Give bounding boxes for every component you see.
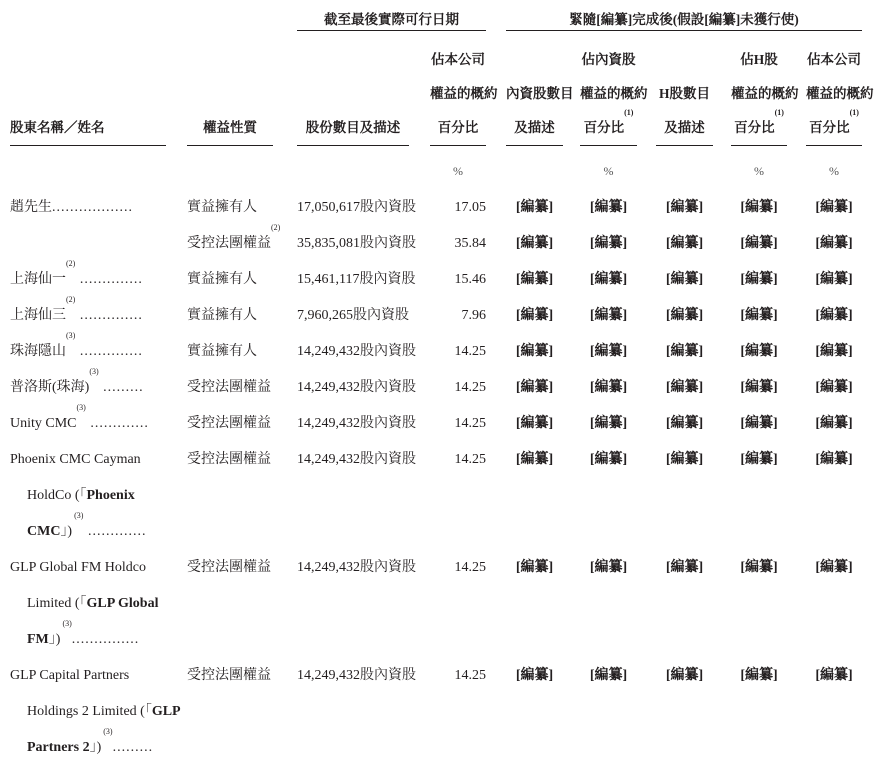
footnote-ref: (1)	[624, 108, 634, 117]
name-text: Unity CMC	[10, 416, 77, 431]
redacted-r1: [編纂]	[515, 344, 554, 359]
name-line	[10, 295, 166, 334]
number-of-shares: 14,249,432股內資股	[297, 380, 416, 395]
column-header-name	[10, 48, 166, 146]
shareholder-name	[10, 190, 166, 226]
redacted-r5: [編纂]	[815, 308, 853, 323]
nature-of-interest: 受控法團權益	[187, 560, 271, 575]
redacted-r3: [編纂]	[665, 452, 704, 467]
redacted-r5: [編纂]	[815, 452, 853, 467]
redacted-r4: [編纂]	[740, 668, 778, 683]
leader-dots: ...............	[71, 632, 140, 647]
redacted-r5: [編纂]	[815, 272, 853, 287]
redacted-r4: [編纂]	[740, 416, 778, 431]
redacted-r2: [編纂]	[589, 416, 628, 431]
column-header-line: 佔H股	[740, 52, 778, 67]
name-text: 上海仙一	[10, 272, 66, 287]
name-line	[10, 658, 166, 694]
name-line	[10, 511, 166, 550]
redacted-r5: [編纂]	[815, 416, 853, 431]
percentage-current: 15.46	[454, 272, 486, 287]
percentage-current: 17.05	[454, 200, 486, 215]
redacted-r2: [編纂]	[589, 560, 628, 575]
redacted-r1: [編纂]	[515, 272, 554, 287]
defined-term: Partners 2	[27, 740, 90, 755]
group-header-current: 截至最後實際可行日期	[297, 8, 486, 31]
redacted-r3: [編纂]	[665, 200, 704, 215]
name-line	[10, 226, 166, 262]
redacted-r3: [編纂]	[665, 236, 704, 251]
number-of-shares: 35,835,081股內資股	[297, 236, 416, 251]
column-header-line: 百分比$^{(1)}$	[734, 108, 784, 135]
column-header-r3	[656, 48, 713, 146]
nature-of-interest: 受控法團權益	[187, 668, 271, 683]
redacted-r1: [編纂]	[515, 380, 554, 395]
name-line	[10, 727, 166, 766]
number-of-shares: 15,461,117股內資股	[297, 272, 416, 287]
redacted-r5: [編纂]	[815, 236, 853, 251]
name-line	[10, 190, 166, 226]
footnote-ref: (3)	[101, 727, 113, 736]
leader-dots: .............	[85, 416, 149, 431]
shareholder-name	[10, 442, 166, 550]
shareholder-name	[10, 658, 181, 766]
footnote-ref: (1)	[774, 108, 784, 117]
percentage-current: 14.25	[454, 344, 486, 359]
redacted-r4: [編纂]	[740, 236, 778, 251]
shareholder-name	[10, 550, 166, 658]
redacted-r5: [編纂]	[815, 344, 853, 359]
column-header-r5	[806, 48, 874, 146]
footnote-ref: (1)	[849, 108, 859, 117]
redacted-r1: [編纂]	[515, 560, 554, 575]
name-text: GLP Capital Partners	[10, 668, 130, 683]
redacted-r4: [編纂]	[740, 452, 778, 467]
redacted-r4: [編纂]	[740, 344, 778, 359]
redacted-r2: [編纂]	[589, 344, 628, 359]
column-header-r1	[506, 48, 574, 146]
name-text: 珠海隱山	[10, 344, 66, 359]
defined-term: GLP Global	[86, 596, 159, 611]
footnote-ref: (3)	[89, 367, 99, 376]
redacted-r1: [編纂]	[515, 236, 554, 251]
redacted-r3: [編纂]	[665, 668, 704, 683]
column-header-nature	[187, 48, 273, 146]
footnote-ref: (3)	[66, 331, 76, 340]
column-header-line: 權益的概約	[580, 86, 648, 101]
footnote-ref: (2)	[271, 223, 281, 232]
percent-unit: %	[754, 164, 764, 178]
redacted-r2: [編纂]	[589, 308, 628, 323]
percent-unit: %	[829, 164, 839, 178]
nature-of-interest: 受控法團權益	[187, 452, 271, 467]
redacted-r2: [編纂]	[589, 272, 628, 287]
column-header-line: 佔本公司	[807, 52, 861, 67]
name-line	[10, 367, 166, 406]
name-text: GLP Global FM Holdco	[10, 560, 146, 575]
redacted-r1: [編纂]	[515, 200, 554, 215]
shareholder-name	[10, 226, 166, 262]
leader-dots: ..............	[75, 344, 143, 359]
redacted-r3: [編纂]	[665, 272, 704, 287]
footnote-ref: (3)	[76, 403, 86, 412]
leader-dots: ..............	[75, 272, 143, 287]
name-text: 」)	[48, 632, 61, 647]
redacted-r4: [編纂]	[740, 200, 778, 215]
column-header-line: 內資股數目	[506, 86, 574, 101]
name-text: HoldCo (「	[27, 488, 87, 503]
redacted-r1: [編纂]	[515, 308, 554, 323]
redacted-r2: [編纂]	[589, 380, 628, 395]
name-line	[10, 259, 166, 298]
footnote-ref: (3)	[72, 511, 84, 520]
name-text: 上海仙三	[10, 308, 66, 323]
nature-of-interest: 實益擁有人	[187, 200, 257, 215]
defined-term: CMC	[27, 524, 61, 539]
name-line	[10, 478, 166, 514]
name-line	[10, 619, 166, 658]
footnote-ref: (2)	[66, 259, 76, 268]
number-of-shares: 7,960,265股內資股	[297, 308, 409, 323]
column-header-line: 權益的概約	[806, 86, 874, 101]
leader-dots: .........	[98, 380, 144, 395]
nature-of-interest: 實益擁有人	[187, 308, 257, 323]
name-line	[10, 403, 166, 442]
percentage-current: 14.25	[454, 416, 486, 431]
column-header-line: 百分比$^{(1)}$	[809, 108, 859, 135]
column-header-line: 百分比	[437, 120, 479, 135]
number-of-shares: 17,050,617股內資股	[297, 200, 416, 215]
column-header-line: 及描述	[664, 120, 705, 135]
shareholder-name	[10, 259, 166, 298]
redacted-r3: [編纂]	[665, 416, 704, 431]
redacted-r4: [編纂]	[740, 380, 778, 395]
shareholder-name	[10, 295, 166, 334]
nature-of-interest: 受控法團權益	[187, 416, 271, 431]
column-header-line: 權益性質	[203, 120, 257, 135]
redacted-r2: [編纂]	[589, 668, 628, 683]
leader-dots: ..................	[52, 200, 133, 215]
nature-of-interest: 實益擁有人	[187, 272, 257, 287]
percentage-current: 14.25	[454, 668, 486, 683]
nature-of-interest: 受控法團權益	[187, 380, 271, 395]
percentage-current: 14.25	[454, 560, 486, 575]
defined-term: Phoenix	[86, 488, 135, 503]
redacted-r4: [編纂]	[740, 272, 778, 287]
name-line	[10, 442, 166, 478]
column-header-line: 佔內資股	[581, 52, 636, 67]
column-header-line: 股東名稱／姓名	[10, 120, 105, 135]
column-header-line: 佔本公司	[431, 52, 485, 67]
group-header-after: 緊隨[編纂]完成後(假設[編纂]未獲行使)	[506, 8, 862, 31]
footnote-ref: (2)	[66, 295, 76, 304]
number-of-shares: 14,249,432股內資股	[297, 416, 416, 431]
leader-dots: .............	[83, 524, 147, 539]
column-header-line: 權益的概約	[731, 86, 799, 101]
redacted-r3: [編纂]	[665, 560, 704, 575]
column-header-r2	[580, 48, 648, 146]
name-text: 普洛斯(珠海)	[10, 380, 90, 395]
redacted-r4: [編纂]	[740, 308, 778, 323]
name-line	[10, 331, 166, 370]
number-of-shares: 14,249,432股內資股	[297, 452, 416, 467]
redacted-r3: [編纂]	[665, 380, 704, 395]
shareholder-name	[10, 331, 166, 370]
defined-term: GLP	[151, 704, 181, 719]
column-header-line: 股份數目及描述	[305, 120, 401, 135]
column-header-line: 及描述	[514, 120, 555, 135]
percentage-current: 14.25	[454, 452, 486, 467]
number-of-shares: 14,249,432股內資股	[297, 668, 416, 683]
defined-term: FM	[27, 632, 49, 647]
column-header-line: 百分比$^{(1)}$	[583, 108, 634, 135]
percent-unit: %	[603, 164, 614, 178]
column-header-shares	[297, 48, 409, 146]
footnote-ref: (3)	[60, 619, 72, 628]
name-text: 」)	[89, 740, 102, 755]
column-header-line: 權益的概約	[430, 86, 498, 101]
percent-unit: %	[453, 164, 463, 178]
column-header-line: H股數目	[658, 86, 710, 101]
percentage-current: 35.84	[454, 236, 486, 251]
number-of-shares: 14,249,432股內資股	[297, 560, 416, 575]
nature-of-interest: 受控法團權益$^{(2)}$	[187, 223, 281, 251]
leader-dots: .........	[112, 740, 154, 755]
redacted-r3: [編纂]	[665, 344, 704, 359]
nature-of-interest: 實益擁有人	[187, 344, 257, 359]
name-text: Phoenix CMC Cayman	[10, 452, 141, 467]
leader-dots: ..............	[75, 308, 143, 323]
number-of-shares: 14,249,432股內資股	[297, 344, 416, 359]
redacted-r2: [編纂]	[589, 236, 628, 251]
name-text: Holdings 2 Limited (「	[27, 704, 152, 719]
redacted-r2: [編纂]	[589, 200, 628, 215]
redacted-r3: [編纂]	[665, 308, 704, 323]
column-header-pct	[430, 48, 498, 146]
redacted-r5: [編纂]	[815, 560, 853, 575]
redacted-r1: [編纂]	[515, 668, 554, 683]
name-text: 」)	[60, 524, 73, 539]
name-line	[10, 586, 166, 622]
redacted-r5: [編纂]	[815, 200, 853, 215]
redacted-r4: [編纂]	[740, 560, 778, 575]
name-line	[10, 550, 166, 586]
percentage-current: 7.96	[461, 308, 486, 323]
column-header-r4	[731, 48, 799, 146]
name-line	[10, 694, 181, 730]
percentage-current: 14.25	[454, 380, 486, 395]
redacted-r5: [編纂]	[815, 380, 853, 395]
shareholder-name	[10, 367, 166, 406]
name-text: Limited (「	[27, 596, 87, 611]
redacted-r1: [編纂]	[515, 416, 554, 431]
redacted-r5: [編纂]	[815, 668, 853, 683]
redacted-r2: [編纂]	[589, 452, 628, 467]
redacted-r1: [編纂]	[515, 452, 554, 467]
shareholder-name	[10, 403, 166, 442]
name-text: 趙先生	[10, 200, 52, 215]
